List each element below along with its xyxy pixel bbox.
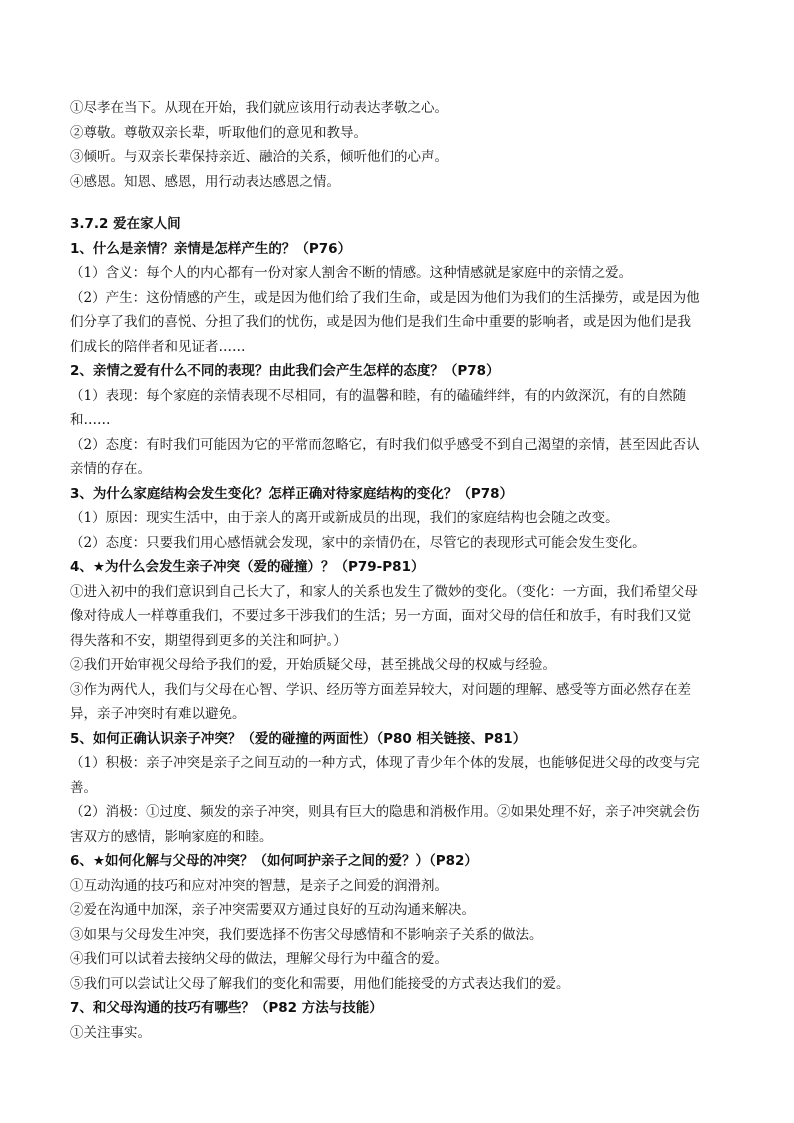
question-6-title: 6、★如何化解与父母的冲突？（如何呵护亲子之间的爱？）（P82） bbox=[70, 853, 478, 869]
q7-answer-1: ①关注事实。 bbox=[70, 1024, 151, 1041]
q6-answer-4: ④我们可以试着去接纳父母的做法，理解父母行为中蕴含的爱。 bbox=[70, 951, 448, 967]
q4-answer-3-line-2: 异，亲子冲突时有难以避免。 bbox=[70, 706, 246, 722]
q3-answer-2: （2）态度：只要我们用心感悟就会发现，家中的亲情仍在，尽管它的表现形式可能会发生变化。 bbox=[70, 534, 646, 551]
spacer bbox=[70, 194, 730, 212]
q6-answer-3: ③如果与父母发生冲突，我们要选择不伤害父母感情和不影响亲子关系的做法。 bbox=[70, 926, 543, 943]
intro-line-1: ①尽孝在当下。从现在开始，我们就应该用行动表达孝敬之心。 bbox=[70, 100, 448, 116]
question-2-title: 2、亲情之爱有什么不同的表现？由此我们会产生怎样的态度？（P78） bbox=[70, 363, 500, 379]
q5-answer-1-line-2: 善。 bbox=[70, 779, 97, 796]
q6-answer-2: ②爱在沟通中加深，亲子冲突需要双方通过良好的互动沟通来解决。 bbox=[70, 902, 475, 918]
intro-line-2: ②尊敬。尊敬双亲长辈，听取他们的意见和教导。 bbox=[70, 124, 367, 141]
section-title: 3.7.2 爱在家人间 bbox=[70, 216, 181, 232]
q6-answer-5: ⑤我们可以尝试让父母了解我们的变化和需要，用他们能接受的方式表达我们的爱。 bbox=[70, 975, 570, 992]
q4-answer-2: ②我们开始审视父母给予我们的爱，开始质疑父母，甚至挑战父母的权威与经验。 bbox=[70, 657, 556, 673]
q3-answer-1: （1）原因：现实生活中，由于亲人的离开或新成员的出现，我们的家庭结构也会随之改变。 bbox=[70, 510, 619, 526]
question-4-title: 4、★为什么会发生亲子冲突（爱的碰撞）？（P79-P81） bbox=[70, 559, 425, 575]
question-5-title: 5、如何正确认识亲子冲突？（爱的碰撞的两面性）（P80 相关链接、P81） bbox=[70, 730, 527, 747]
q2-answer-1-line-2: 和…… bbox=[70, 412, 111, 428]
q1-answer-1: （1）含义：每个人的内心都有一份对家人割舍不断的情感。这种情感就是家庭中的亲情之爱。 bbox=[70, 265, 633, 281]
q1-answer-2-line-1: （2）产生：这份情感的产生，或是因为他们给了我们生命，或是因为他们为我们的生活操劳，或是因为他 bbox=[70, 289, 700, 306]
q2-answer-1-line-1: （1）表现：每个家庭的亲情表现不尽相同，有的温馨和睦，有的磕磕绊绊，有的内敛深沉，有的自然随 bbox=[70, 387, 687, 404]
question-1-title: 1、什么是亲情？亲情是怎样产生的？（P76） bbox=[70, 240, 352, 257]
q2-answer-2-line-2: 亲情的存在。 bbox=[70, 461, 151, 477]
q1-answer-2-line-3: 们成长的陪伴者和见证者…… bbox=[70, 338, 246, 355]
intro-line-3: ③倾听。与双亲长辈保持亲近、融洽的关系，倾听他们的心声。 bbox=[70, 149, 448, 165]
q1-answer-2-line-2: 们分享了我们的喜悦、分担了我们的忧伤，或是因为他们是我们生命中重要的影响者，或是因为他们是我 bbox=[70, 314, 691, 330]
q5-answer-1-line-1: （1）积极：亲子冲突是亲子之间互动的一种方式，体现了青少年个体的发展，也能够促进父母的改变与完 bbox=[70, 755, 700, 771]
question-3-title: 3、为什么家庭结构会发生变化？怎样正确对待家庭结构的变化？（P78） bbox=[70, 485, 514, 502]
intro-line-4: ④感恩。知恩、感恩，用行动表达感恩之情。 bbox=[70, 173, 340, 190]
q4-answer-1-line-2: 像对待成人一样尊重我们，不要过多干涉我们的生活；另一方面，面对父母的信任和放手，有时我们又觉 bbox=[70, 608, 691, 624]
q4-answer-1-line-1: ①进入初中的我们意识到自己长大了，和家人的关系也发生了微妙的变化。（变化：一方面，我们希望父母 bbox=[70, 583, 698, 600]
q4-answer-1-line-3: 得失落和不安，期望得到更多的关注和呵护。） bbox=[70, 632, 347, 649]
question-7-title: 7、和父母沟通的技巧有哪些？（P82 方法与技能） bbox=[70, 1000, 383, 1016]
q5-answer-2-line-1: （2）消极：①过度、频发的亲子冲突，则具有巨大的隐患和消极作用。②如果处理不好，亲子冲突就会伤 bbox=[70, 804, 700, 820]
q5-answer-2-line-2: 害双方的感情，影响家庭的和睦。 bbox=[70, 828, 273, 845]
q4-answer-3-line-1: ③作为两代人，我们与父母在心智、学识、经历等方面差异较大，对问题的理解、感受等方面必然存在差 bbox=[70, 681, 691, 698]
q6-answer-1: ①互动沟通的技巧和应对冲突的智慧，是亲子之间爱的润滑剂。 bbox=[70, 877, 448, 894]
document-page bbox=[70, 96, 730, 1045]
q2-answer-2-line-1: （2）态度：有时我们可能因为它的平常而忽略它，有时我们似乎感受不到自己渴望的亲情，甚至因此否认 bbox=[70, 436, 700, 453]
